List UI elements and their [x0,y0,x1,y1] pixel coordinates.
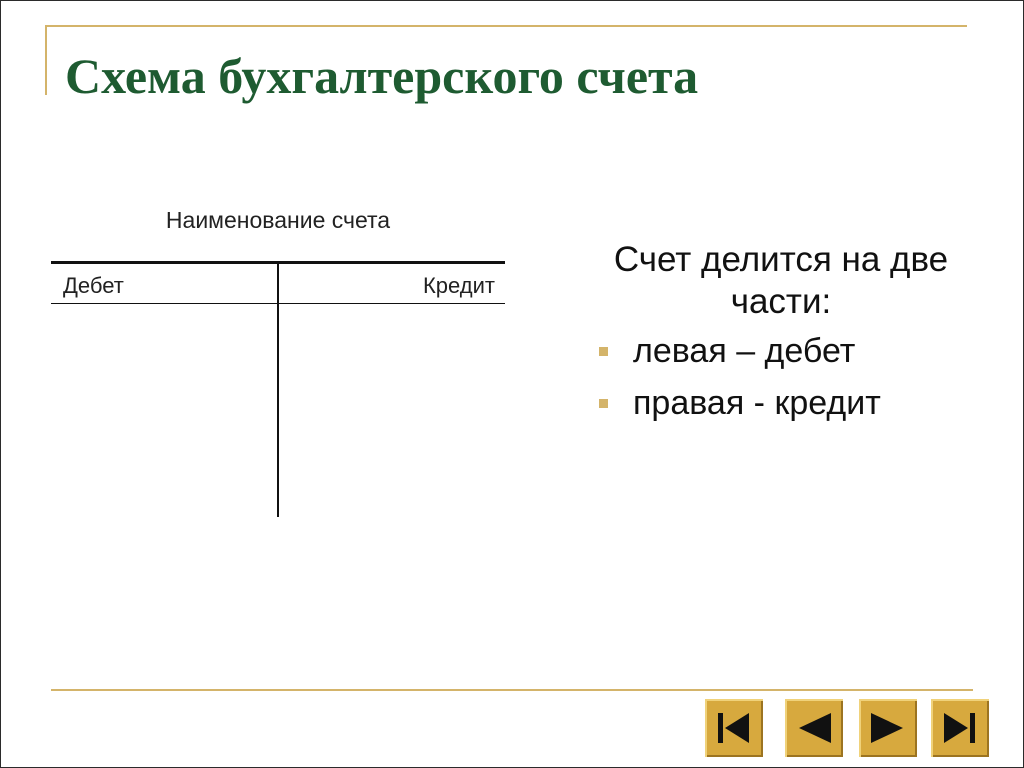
bottom-decorative-rule [51,689,973,691]
explanation-heading: Счет делится на две части: [613,240,949,321]
left-decorative-rule [45,25,47,95]
slide-navigation [705,699,989,757]
next-slide-icon [859,699,917,757]
next-slide-button[interactable] [859,699,917,757]
account-name-label: Наименование счета [165,207,391,233]
last-slide-icon [931,699,989,757]
square-bullet-icon [599,347,608,356]
bullet-item-debit [591,331,971,371]
top-decorative-rule [45,25,967,27]
t-account-diagram [51,201,505,521]
previous-slide-button[interactable] [785,699,843,757]
square-bullet-icon [599,399,608,408]
explanation-block [591,239,971,435]
bullet-text: правая - кредит [633,384,881,422]
debit-label: Дебет [63,273,124,298]
previous-slide-icon [785,699,843,757]
bullet-text: левая – дебет [633,332,856,370]
t-account-divider [277,263,279,517]
first-slide-icon [705,699,763,757]
credit-label: Кредит [422,273,495,298]
slide-title: Схема бухгалтерского счета [65,48,699,104]
bullet-list [591,331,971,423]
first-slide-button[interactable] [705,699,763,757]
bullet-item-credit [591,383,971,423]
last-slide-button[interactable] [931,699,989,757]
